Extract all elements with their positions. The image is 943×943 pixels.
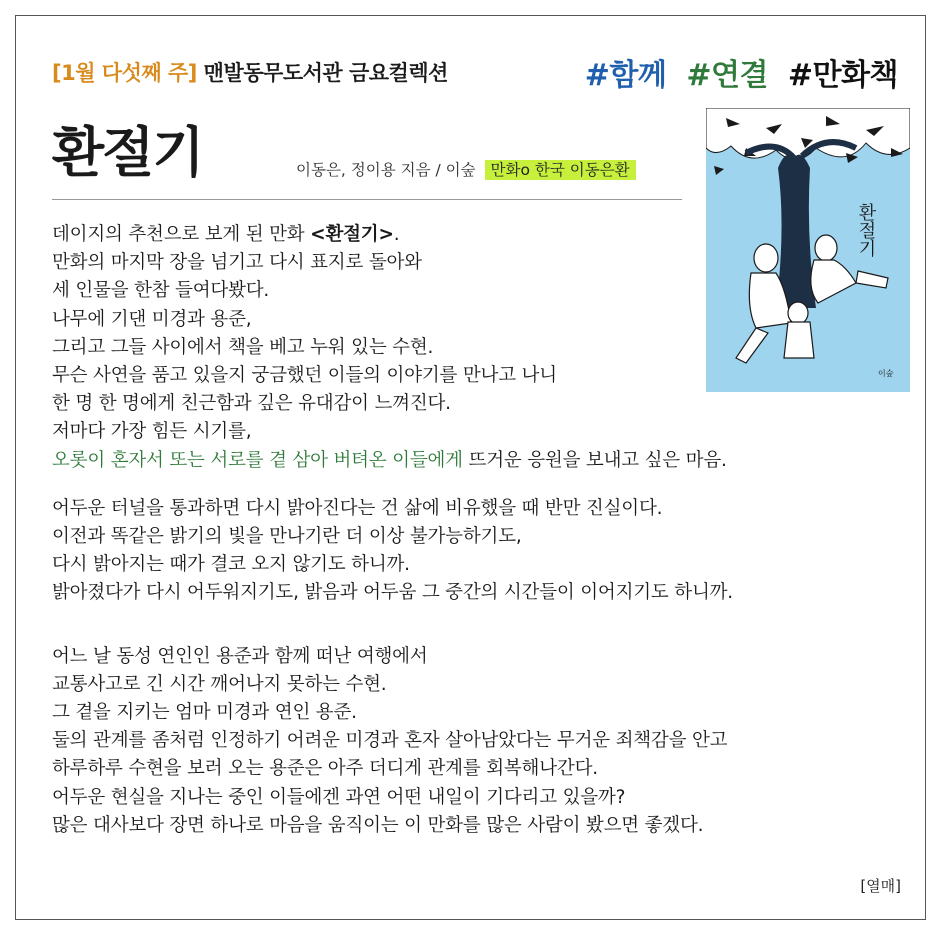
body-line [52,447,912,475]
review-body [52,221,912,840]
body-text-run: 교통사고로 긴 시간 깨어나지 못하는 수현. [52,673,387,695]
body-line [52,727,912,755]
body-text-run: 어두운 현실을 지나는 중인 이들에겐 과연 어떤 내일이 기다리고 있을까? [52,786,626,808]
collection-header [52,57,448,87]
cover-publisher-text: 이숲 [878,369,894,378]
cover-title-text: 환절기 [855,203,877,257]
tag-comics: #만화책 [787,58,898,93]
body-line [52,334,912,362]
body-text-run: 이전과 똑같은 밝기의 빛을 만나기란 더 이상 불가능하기도, [52,526,522,548]
body-text-run: . [393,224,400,245]
body-line [52,249,912,277]
title-divider [52,199,682,200]
paragraph-3 [52,643,912,840]
tag-together: #함께 [584,58,667,93]
body-text-run: 둘의 관계를 좀처럼 인정하기 어려운 미경과 혼자 살아남았다는 무거운 죄책감을 안고 [52,730,728,752]
body-line [52,812,912,840]
body-text-run: 무슨 사연을 품고 있을지 궁금했던 이들의 이야기를 만나고 나니 [52,365,557,387]
hashtag-group [575,50,898,94]
book-byline [296,158,636,180]
body-line [52,523,912,551]
body-text-run: 그리고 그들 사이에서 책을 베고 누워 있는 수현. [52,336,434,358]
body-text-run: 한 명 한 명에게 친근함과 깊은 유대감이 느껴진다. [52,393,451,415]
body-text-run: 어두운 터널을 통과하면 다시 밝아진다는 건 삶에 비유했을 때 반만 진실이다. [52,497,663,519]
body-line [52,579,912,607]
body-text-run: 밝아졌다가 다시 어두워지기도, 밝음과 어두움 그 중간의 시간들이 이어지기도 하니까. [52,582,733,604]
body-text-run: 어느 날 동성 연인인 용준과 함께 떠난 여행에서 [52,645,428,667]
body-text-run: <환절기> [310,224,394,245]
body-text-run: 그 곁을 지키는 엄마 미경과 연인 용준. [52,702,357,724]
body-line [52,671,912,699]
body-text-run: 나무에 기댄 미경과 용준, [52,308,252,330]
body-line [52,221,912,249]
body-text-run: 하루하루 수현을 보러 오는 용준은 아주 더디게 관계를 회복해나간다. [52,758,598,780]
reviewer-signature: [열매] [860,877,901,895]
body-text-run: 세 인물을 한참 들여다봤다. [52,280,270,302]
body-line [52,390,912,418]
paragraph-1 [52,221,912,475]
body-text-run: 많은 대사보다 장면 하나로 마음을 움직이는 이 만화를 많은 사람이 봤으면 좋겠다. [52,814,704,836]
category-badge: 만화o 한국 이동은환 [485,160,636,180]
book-title: 환절기 [52,121,203,184]
body-line [52,495,912,523]
body-line [52,755,912,783]
body-text-run: 다시 밝아지는 때가 결코 오지 않기도 하니까. [52,554,410,576]
body-line [52,277,912,305]
body-text-run: 뜨거운 응원을 보내고 싶은 마음. [462,449,727,471]
body-line [52,551,912,579]
body-text-run: 오롯이 혼자서 또는 서로를 곁 삼아 버텨온 이들에게 [52,449,463,471]
body-line [52,784,912,812]
body-line [52,306,912,334]
body-line [52,362,912,390]
week-label: [1월 다섯째 주] [52,61,197,85]
body-line [52,643,912,671]
author-publisher: 이동은, 정이용 지음 / 이숲 [296,161,476,179]
paragraph-2 [52,495,912,608]
body-line [52,418,912,446]
body-text-run: 만화의 마지막 장을 넘기고 다시 표지로 돌아와 [52,252,422,274]
body-text-run: 저마다 가장 힘든 시기를, [52,421,252,443]
body-line [52,699,912,727]
library-label: 맨발동무도서관 금요컬렉션 [203,61,448,85]
tag-connection: #연결 [686,58,768,93]
body-text-run: 데이지의 추천으로 보게 된 만화 [52,224,311,245]
